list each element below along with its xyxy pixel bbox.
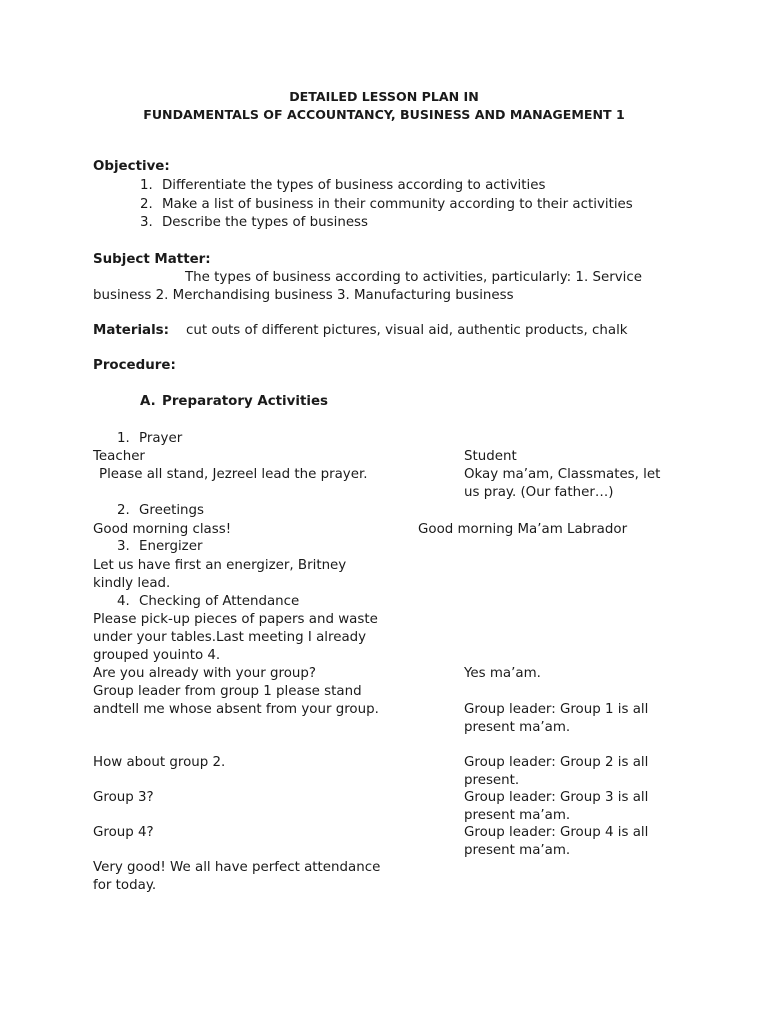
procedure-label: Procedure: — [93, 358, 176, 373]
attendance-question-2-line2: andtell me whose absent from your group. — [93, 702, 379, 717]
document-title-line2: FUNDAMENTALS OF ACCOUNTANCY, BUSINESS AND MANAGEMENT 1 — [143, 107, 625, 122]
attendance-number: 4. — [117, 594, 130, 609]
greetings-teacher-line: Good morning class! — [93, 522, 232, 537]
materials-label: Materials: — [93, 323, 169, 338]
attendance-teacher-line1: Please pick-up pieces of papers and waste — [93, 612, 378, 627]
attendance-title: Checking of Attendance — [139, 594, 300, 609]
materials-text: cut outs of different pictures, visual aid, authentic products, chalk — [186, 323, 628, 338]
subject-matter-line1: The types of business according to activities, particularly: 1. Service — [185, 270, 642, 285]
objective-item-3-number: 3. — [140, 215, 153, 230]
attendance-closing-line2: for today. — [93, 878, 157, 893]
section-a-title: Preparatory Activities — [162, 394, 329, 409]
prayer-teacher-line: Please all stand, Jezreel lead the prayer. — [99, 467, 368, 482]
attendance-question-3: How about group 2. — [93, 755, 226, 770]
objective-item-1: Differentiate the types of business according to activities — [162, 178, 546, 193]
subject-matter-label: Subject Matter: — [93, 252, 211, 267]
prayer-student-line1: Okay ma’am, Classmates, let — [464, 467, 661, 482]
attendance-answer-5-line1: Group leader: Group 4 is all — [464, 825, 649, 840]
section-a-letter: A. — [140, 394, 156, 409]
attendance-teacher-line3: grouped youinto 4. — [93, 648, 221, 663]
attendance-answer-3-line1: Group leader: Group 2 is all — [464, 755, 649, 770]
objective-item-1-number: 1. — [140, 178, 153, 193]
attendance-closing-line1: Very good! We all have perfect attendance — [93, 860, 381, 875]
attendance-question-4: Group 3? — [93, 790, 154, 805]
energizer-teacher-line1: Let us have first an energizer, Britney — [93, 558, 347, 573]
energizer-teacher-line2: kindly lead. — [93, 576, 171, 591]
prayer-title: Prayer — [139, 431, 183, 446]
student-column-header: Student — [464, 449, 517, 464]
attendance-answer-5-line2: present ma’am. — [464, 843, 571, 858]
objective-label: Objective: — [93, 159, 170, 174]
greetings-title: Greetings — [139, 503, 204, 518]
attendance-answer-1: Yes ma’am. — [464, 666, 541, 681]
teacher-column-header: Teacher — [93, 449, 145, 464]
attendance-answer-4-line2: present ma’am. — [464, 808, 571, 823]
attendance-question-5: Group 4? — [93, 825, 154, 840]
objective-item-2: Make a list of business in their community according to their activities — [162, 197, 633, 212]
energizer-title: Energizer — [139, 539, 203, 554]
prayer-number: 1. — [117, 431, 130, 446]
document-title-line1: DETAILED LESSON PLAN IN — [289, 89, 479, 104]
objective-item-3: Describe the types of business — [162, 215, 369, 230]
attendance-teacher-line2: under your tables.Last meeting I already — [93, 630, 367, 645]
attendance-answer-4-line1: Group leader: Group 3 is all — [464, 790, 649, 805]
attendance-answer-2-line1: Group leader: Group 1 is all — [464, 702, 649, 717]
subject-matter-line2: business 2. Merchandising business 3. Manufacturing business — [93, 288, 514, 303]
attendance-answer-2-line2: present ma’am. — [464, 720, 571, 735]
greetings-number: 2. — [117, 503, 130, 518]
objective-item-2-number: 2. — [140, 197, 153, 212]
attendance-answer-3-line2: present. — [464, 773, 520, 788]
attendance-question-2-line1: Group leader from group 1 please stand — [93, 684, 362, 699]
attendance-question-1: Are you already with your group? — [93, 666, 317, 681]
greetings-student-line: Good morning Ma’am Labrador — [418, 522, 628, 537]
energizer-number: 3. — [117, 539, 130, 554]
prayer-student-line2: us pray. (Our father…) — [464, 485, 614, 500]
